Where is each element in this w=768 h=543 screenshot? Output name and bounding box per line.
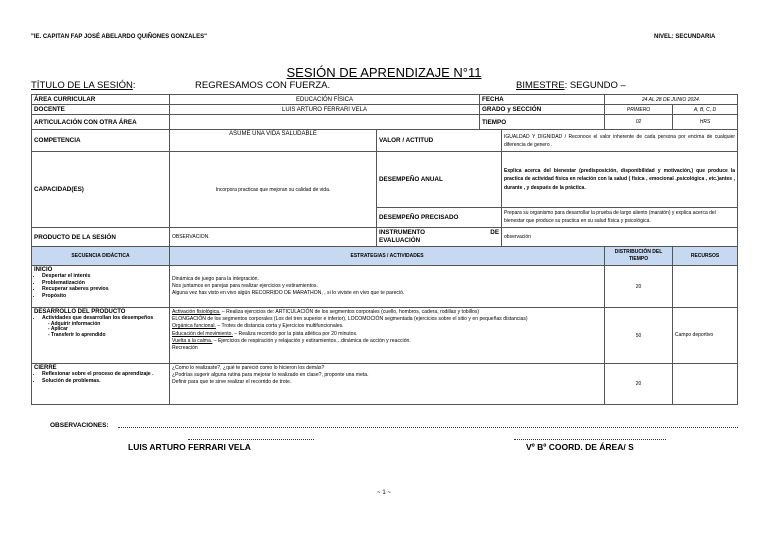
distribucion-header: DISTRIBUCIÓN DEL TIEMPO xyxy=(605,247,673,266)
cierre-list xyxy=(34,371,167,384)
activity-text: – Trotes de distancia corta y Ejercicios multifuncionales. xyxy=(215,323,344,330)
competencia-value: ASUME UNA VIDA SALUDABLE xyxy=(170,130,377,152)
instrumento-label-de: DE xyxy=(490,229,500,236)
activity-text: Recreación xyxy=(172,345,198,352)
inicio-list xyxy=(34,273,167,299)
observaciones-line xyxy=(118,419,738,428)
tiempo-value: 02 xyxy=(605,115,673,130)
desarrollo-cell xyxy=(32,308,170,364)
inicio-resources xyxy=(673,266,738,308)
grado-value: PRIMERO xyxy=(605,105,673,115)
area-value: EDUCACIÓN FÍSICA xyxy=(170,95,480,105)
session-title-label-text: TÍTULO DE LA SESIÓN xyxy=(31,80,133,91)
activity-heading: Educación del movimiento. xyxy=(172,330,233,337)
school-name: "IE. CAPITAN FAP JOSÉ ABELARDO QUIÑONES GONZALES" xyxy=(31,34,207,40)
instrumento-label xyxy=(377,228,502,247)
desarrollo-time: 50 xyxy=(605,308,673,364)
activity-line xyxy=(172,323,602,330)
list-item: - Aplicar xyxy=(48,326,68,333)
activity-line: Alguna vez has visto en vivo algún RECORRIDO DE MARATHON, , si lo viviste en vivo que te pareció. xyxy=(172,290,405,297)
valor-value: IGUALDAD Y DIGNIDAD / Reconoce el valor inherente de cada persona por encima de cualquier diferencia de genero . xyxy=(502,130,738,152)
tiempo-label: TIEMPO xyxy=(480,115,605,130)
inicio-time: 20 xyxy=(605,266,673,308)
activity-heading: Orgánica funcional. xyxy=(172,323,216,330)
coord-label: Vº Bº COORD. DE ÁREA/ S xyxy=(526,442,634,452)
bimester-value: : SEGUNDO – xyxy=(564,80,626,91)
desarrollo-title: DESARROLLO DEL PRODUCTO xyxy=(34,309,126,315)
list-item: • Propósito xyxy=(42,293,167,300)
activity-line xyxy=(172,331,602,338)
articulacion-label: ARTICULACIÓN CON OTRA ÁREA xyxy=(32,115,170,130)
teacher-name: LUIS ARTURO FERRARI VELA xyxy=(128,442,251,452)
list-item: - Adquirir información xyxy=(48,320,101,327)
cierre-time: 20 xyxy=(605,364,673,405)
tiempo-unit: HRS xyxy=(673,115,738,130)
producto-value: OBSERVACION. xyxy=(170,228,377,247)
activity-text: – Ejercicios de respiración y relajación y estiramientos…dinámica de acción y reacción. xyxy=(212,337,411,344)
session-table xyxy=(31,94,738,405)
activity-line xyxy=(172,338,602,345)
list-item: • Recuperar saberes previos xyxy=(42,286,167,293)
estrategias-header: ESTRATEGIAS / ACTIVIDADES xyxy=(170,247,605,266)
grado-label: GRADO y SECCIÓN xyxy=(480,105,605,115)
session-title-colon: : xyxy=(132,80,136,91)
desempeno-anual-label: DESEMPEÑO ANUAL xyxy=(377,152,502,208)
producto-label: PRODUCTO DE LA SESIÓN xyxy=(32,228,170,247)
activity-text: – Realiza recorrido por la pista atlética por 20 minutos. xyxy=(232,330,358,337)
bimester-label: BIMESTRE xyxy=(516,80,565,91)
signature-line-coord xyxy=(514,437,666,440)
instrumento-label-1: INSTRUMENTO xyxy=(379,229,426,236)
cierre-resources xyxy=(673,364,738,405)
valor-label: VALOR / ACTITUD xyxy=(377,130,502,152)
inicio-activities xyxy=(170,266,605,308)
page-title: SESIÓN DE APRENDIZAJE N°11 xyxy=(286,65,482,80)
desarrollo-sublist xyxy=(34,322,167,339)
inicio-row xyxy=(32,266,738,308)
list-item: - Transferir lo aprendido xyxy=(48,331,106,338)
activity-line: Definir para que te sirve realizar el recorrido de trote. xyxy=(172,379,292,386)
session-title-value: REGRESAMOS CON FUERZA. xyxy=(195,80,331,91)
cierre-row xyxy=(32,364,738,405)
inicio-cell xyxy=(32,266,170,308)
level-label: NIVEL: SECUNDARIA xyxy=(654,34,716,40)
docente-label: DOCENTE xyxy=(32,105,170,115)
activity-line: Nos juntamos en parejas para realizar ejercicios y estiramientos. xyxy=(172,282,318,289)
instrumento-value: observación xyxy=(502,228,738,247)
list-item: • Actividades que desarrollan los desempeños xyxy=(42,315,167,322)
activity-line: ¿Como lo realizaste?, ¿qué te pareció como lo hicieron los demás? xyxy=(172,365,325,371)
area-label: ÁREA CURRICULAR xyxy=(32,95,170,105)
desarrollo-resources: Campo deportivo xyxy=(673,308,738,364)
recursos-header: RECURSOS xyxy=(673,247,738,266)
desempeno-precisado-label: DESEMPEÑO PRECISADO xyxy=(377,208,502,228)
competencia-label: COMPETENCIA xyxy=(32,130,170,152)
articulacion-value xyxy=(170,115,480,130)
instrumento-label-2: EVALUACIÓN xyxy=(379,237,421,244)
activity-heading: Vuelta a la calma. xyxy=(172,337,213,344)
cierre-cell xyxy=(32,364,170,405)
inicio-title: INICIO xyxy=(34,267,53,273)
activity-line: ¿Podrías sugerir alguna rutina para mejorar lo realizado en clase?, proponte una meta. xyxy=(172,372,369,379)
activity-heading: Activación fisiológica. xyxy=(172,309,221,315)
list-item: • Despertar el interés xyxy=(42,273,167,280)
desarrollo-row xyxy=(32,308,738,364)
desempeno-anual-value: Explica acerca del bienestar (predisposición, disponibilidad y motivación,) que produce la practica de actividad física en relación con la salud ( física , emocional ,psicológica , etc.)antes , durante , y después de la práctica. xyxy=(502,152,738,208)
list-item: • Reflexionar sobre el proceso de aprendizaje . xyxy=(42,371,167,378)
capacidad-value: Incorpora practicas que mejoran su calidad de vida. xyxy=(170,152,377,228)
cierre-activities xyxy=(170,364,605,405)
activity-text: – Realiza ejercicios de: ARTICULACIÓN de los segmentos corporales (cuello, hombros, cadera, rodillas y tobillos) xyxy=(220,309,480,315)
seccion-value: A, B, C, D xyxy=(673,105,738,115)
secuencia-header: SECUENCIA DIDÁCTICA xyxy=(32,247,170,266)
session-title-label xyxy=(31,80,136,91)
list-item: • Solución de problemas. xyxy=(42,378,167,385)
desempeno-precisado-value: Prepara su organismo para desarrollar la prueba de largo aliento (maratón) y explica acerca del bienestar que produce su practica en su salud física y psicológica. xyxy=(502,208,738,228)
list-item: • Problematización xyxy=(42,280,167,287)
fecha-value: 24 AL 28 DE JUNIO 2024. xyxy=(605,95,738,105)
activity-line xyxy=(172,345,602,352)
signature-line-teacher xyxy=(188,437,314,440)
capacidad-label: CAPACIDAD(ES) xyxy=(32,152,170,228)
page-number: ~ 1 ~ xyxy=(377,490,391,496)
activity-line xyxy=(172,316,602,323)
cierre-title: CIERRE xyxy=(34,365,57,371)
desarrollo-activities xyxy=(170,308,605,364)
bimester xyxy=(516,80,626,91)
activity-text: ELONGACIÓN de los segmentos corporales (Los del tren superior e inferior), LOCOMOCIÓN segmentada (ejercicios sobre el sitio y en pequeñas distancias) xyxy=(172,316,528,323)
fecha-label: FECHA xyxy=(480,95,605,105)
docente-value: LUIS ARTURO FERRARI VELA xyxy=(170,105,480,115)
observaciones-label: OBSERVACIONES: xyxy=(50,422,109,429)
activity-line: Dinámica de juego para la integración. xyxy=(172,275,259,282)
